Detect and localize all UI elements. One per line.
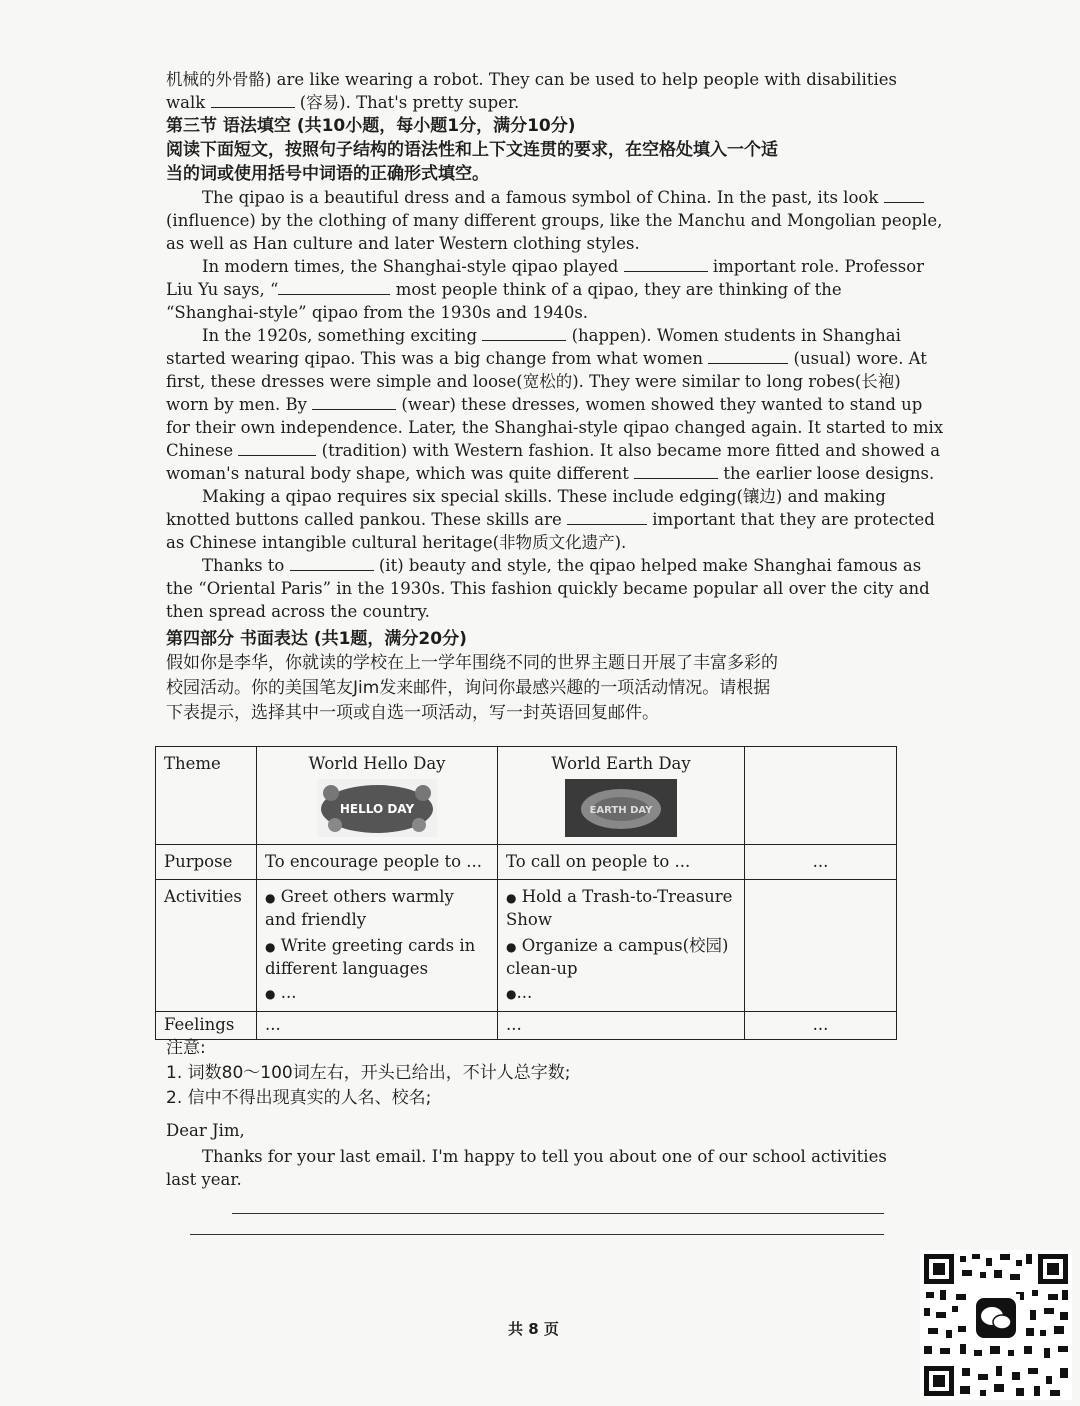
activity-item: ●...: [506, 983, 533, 1002]
text-line: the “Oriental Paris” in the 1930s. This fashion quickly became popular all over the city and: [166, 579, 930, 598]
purpose-cell: ...: [745, 845, 897, 880]
theme-cell: [257, 747, 498, 845]
text-line: In modern times, the Shanghai-style qipao played important role. Professor: [202, 257, 925, 276]
answer-blank[interactable]: [482, 326, 566, 341]
writing-line[interactable]: [232, 1213, 884, 1214]
answer-blank[interactable]: [278, 280, 390, 295]
text-line: (influence) by the clothing of many different groups, like the Manchu and Mongolian people,: [166, 211, 943, 230]
activity-item: ● Hold a Trash-to-Treasure Show: [506, 887, 733, 929]
theme-cell: [498, 747, 745, 845]
qr-code: [920, 1250, 1072, 1400]
text-line: first, these dresses were simple and loose(宽松的). They were similar to long robes(长袍): [166, 372, 901, 391]
empty-cell: [745, 747, 897, 845]
section4-heading: 第四部分 书面表达 (共1题，满分20分): [166, 629, 467, 649]
text-line: Chinese (tradition) with Western fashion. It also became more fitted and showed a: [166, 441, 941, 460]
row-label: Theme: [156, 747, 257, 845]
hello-day-image: [317, 779, 437, 837]
answer-blank[interactable]: [634, 464, 718, 479]
letter-body: Thanks for your last email. I'm happy to tell you about one of our school activities: [202, 1147, 887, 1166]
notes-item: 2. 信中不得出现真实的人名、校名;: [166, 1088, 432, 1108]
image-caption: HELLO DAY: [339, 802, 415, 816]
feelings-cell: ...: [745, 1012, 897, 1040]
row-label: Purpose: [156, 845, 257, 880]
earth-day-image: [561, 779, 681, 837]
writing-line[interactable]: [190, 1234, 884, 1235]
answer-blank[interactable]: [312, 395, 396, 410]
text-line: for their own independence. Later, the Shanghai-style qipao changed again. It started to mix: [166, 418, 944, 437]
theme-table: [155, 746, 897, 1040]
feelings-cell: ...: [498, 1012, 745, 1040]
theme-title: World Earth Day: [551, 754, 691, 773]
letter-greeting: Dear Jim,: [166, 1121, 245, 1140]
activity-item: ● Write greeting cards in different languages: [265, 936, 476, 978]
letter-body: last year.: [166, 1170, 242, 1189]
answer-blank[interactable]: [708, 349, 788, 364]
purpose-cell: To call on people to ...: [498, 845, 745, 880]
notes: [166, 1036, 891, 1111]
text-line: as well as Han culture and later Western clothing styles.: [166, 234, 640, 253]
activity-item: ● Organize a campus(校园) clean-up: [506, 936, 729, 978]
answer-blank[interactable]: [238, 441, 316, 456]
empty-cell: [745, 880, 897, 1012]
letter: [166, 1119, 891, 1191]
text-line: Liu Yu says, “ most people think of a qipao, they are thinking of the: [166, 280, 842, 299]
row-label: Activities: [156, 880, 257, 1012]
row-label: Feelings: [156, 1012, 257, 1040]
text-line: 机械的外骨骼) are like wearing a robot. They can be used to help people with disabilities: [166, 70, 897, 89]
text-line: walk (容易). That's pretty super.: [166, 93, 520, 112]
purpose-cell: To encourage people to ...: [257, 845, 498, 880]
activity-item: ● ...: [265, 983, 297, 1002]
section3-instruction: 阅读下面短文，按照句子结构的语法性和上下文连贯的要求，在空格处填入一个适: [166, 140, 778, 160]
text-line: Thanks to (it) beauty and style, the qipao helped make Shanghai famous as: [202, 556, 922, 575]
text-line: worn by men. By (wear) these dresses, women showed they wanted to stand up: [166, 395, 923, 414]
image-caption: EARTH DAY: [589, 805, 653, 816]
answer-blank[interactable]: [884, 188, 924, 203]
text-line: woman's natural body shape, which was quite different the earlier loose designs.: [166, 464, 935, 483]
notes-label: 注意:: [166, 1038, 206, 1058]
writing-prompt: 校园活动。你的美国笔友Jim发来邮件，询问你最感兴趣的一项活动情况。请根据: [166, 678, 771, 698]
answer-blank[interactable]: [211, 93, 295, 108]
activity-item: ● Greet others warmly and friendly: [265, 887, 454, 929]
activities-cell: [498, 880, 745, 1012]
text-line: “Shanghai-style” qipao from the 1930s and 1940s.: [166, 303, 589, 322]
text-line: started wearing qipao. This was a big change from what women (usual) wore. At: [166, 349, 927, 368]
activities-cell: [257, 880, 498, 1012]
text-line: then spread across the country.: [166, 602, 430, 621]
answer-blank[interactable]: [567, 510, 647, 525]
section3-instruction: 当的词或使用括号中词语的正确形式填空。: [166, 164, 489, 184]
notes-item: 1. 词数80～100词左右，开头已给出，不计人总字数;: [166, 1063, 571, 1083]
writing-prompt: 假如你是李华，你就读的学校在上一学年围绕不同的世界主题日开展了丰富多彩的: [166, 653, 778, 673]
answer-blank[interactable]: [624, 257, 708, 272]
text-line: knotted buttons called pankou. These skills are important that they are protected: [166, 510, 935, 529]
writing-prompt: 下表提示，选择其中一项或自选一项活动，写一封英语回复邮件。: [166, 703, 659, 723]
feelings-cell: ...: [257, 1012, 498, 1040]
answer-blank[interactable]: [290, 556, 374, 571]
text-line: In the 1920s, something exciting (happen). Women students in Shanghai: [202, 326, 901, 345]
text-line: Making a qipao requires six special skills. These include edging(镶边) and making: [202, 487, 886, 506]
exam-page: [166, 68, 944, 726]
text-line: The qipao is a beautiful dress and a famous symbol of China. In the past, its look: [166, 186, 891, 209]
text-line: as Chinese intangible cultural heritage(非物质文化遗产).: [166, 533, 627, 552]
theme-title: World Hello Day: [308, 754, 446, 773]
page-number: 共 8 页: [508, 1320, 559, 1338]
section3-heading: 第三节 语法填空 (共10小题，每小题1分，满分10分): [166, 116, 576, 136]
